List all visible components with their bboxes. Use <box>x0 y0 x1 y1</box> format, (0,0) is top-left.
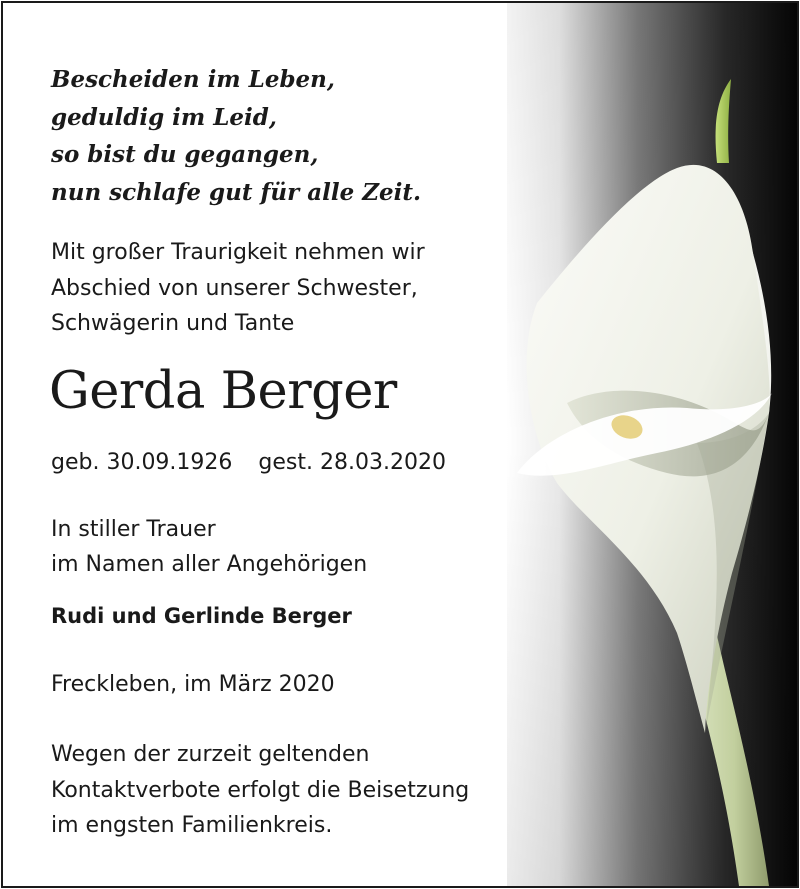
poem-line: so bist du gegangen, <box>51 141 319 168</box>
notice-line: Kontaktverbote erfolgt die Beisetzung <box>51 777 470 803</box>
notice-line: im engsten Familienkreis. <box>51 813 333 838</box>
intro-text <box>51 235 425 342</box>
calla-lily-icon <box>507 3 797 886</box>
death-date: gest. 28.03.2020 <box>258 450 446 475</box>
mourning-line: im Namen aller Angehörigen <box>51 552 368 577</box>
family-names: Rudi und Gerlinde Berger <box>51 604 352 628</box>
mourning-text <box>51 512 367 582</box>
poem-line: Bescheiden im Leben, <box>51 66 335 93</box>
notice-line: Wegen der zurzeit geltenden <box>51 742 370 767</box>
birth-date: geb. 30.09.1926 <box>51 450 233 475</box>
obituary-card <box>1 1 799 888</box>
mourning-line: In stiller Trauer <box>51 517 216 542</box>
memorial-poem <box>51 61 421 211</box>
intro-line: Schwägerin und Tante <box>51 311 295 336</box>
intro-line: Mit großer Traurigkeit nehmen wir <box>51 240 425 265</box>
funeral-notice <box>51 737 469 844</box>
poem-line: geduldig im Leid, <box>51 103 277 131</box>
intro-line: Abschied von unserer Schwester, <box>51 275 418 301</box>
life-dates <box>51 446 446 480</box>
poem-line: nun schlafe gut für alle Zeit. <box>51 178 422 206</box>
deceased-name: Gerda Berger <box>49 362 397 421</box>
place-date: Freckleben, im März 2020 <box>51 672 335 697</box>
